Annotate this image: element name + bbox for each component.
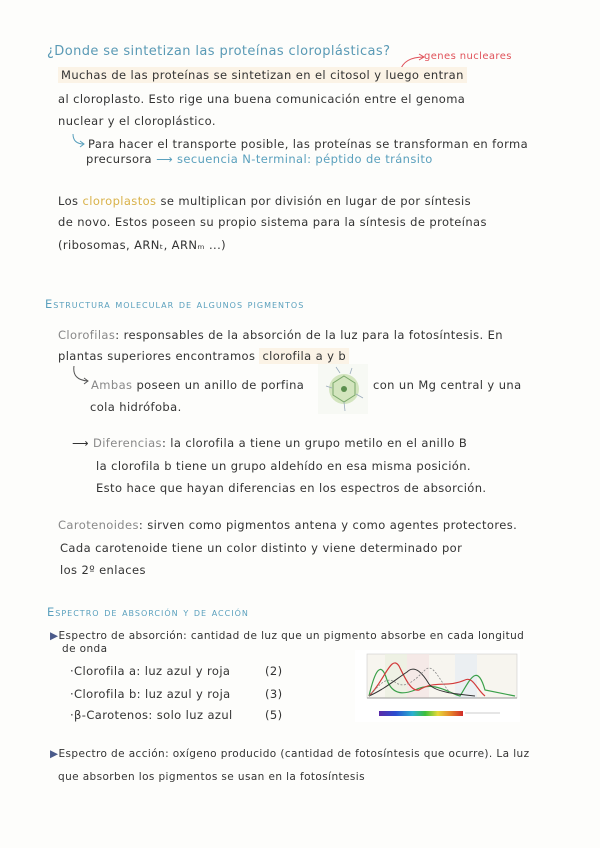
bullet-triangle-icon: ▶ [50,748,59,760]
paragraph-line: Clorofilas: responsables de la absorción de la luz para la fotosíntesis. En [58,328,503,342]
paragraph-line: nuclear y el cloroplástico. [58,114,216,128]
paragraph-line: la clorofila b tiene un grupo aldehído en esa misma posición. [96,459,471,473]
paragraph-line: Esto hace que hayan diferencias en los espectros de absorción. [96,481,487,495]
absorption-spectrum-image [355,650,520,722]
sub-line: precursora ⟶ secuencia N-terminal: péptido de tránsito [86,152,433,166]
paragraph-line: con un Mg central y una [373,378,522,392]
paragraph-line: (ribosomas, ARNₜ, ARNₘ ...) [58,238,227,252]
question-title: ¿Donde se sintetizan las proteínas cloroplásticas? [47,44,391,59]
list-item-number: (2) [265,664,283,678]
paragraph-line: de novo. Estos poseen su propio sistema para la síntesis de proteínas [58,215,487,229]
paragraph-line: ⟶ Diferencias: la clorofila a tiene un grupo metilo en el anillo B [72,436,468,450]
paragraph-line: que absorben los pigmentos se usan en la fotosíntesis [58,771,365,783]
paragraph-line: ▶Espectro de acción: oxígeno producido (cantidad de fotosíntesis que ocurre). La luz [50,748,530,760]
section-heading: Espectro de absorción y de acción [47,605,249,619]
list-item-number: (3) [265,687,283,701]
sub-line: Para hacer el transporte posible, las proteínas se transforman en forma [88,137,529,151]
list-item-number: (5) [265,708,283,722]
annotation-genes: genes nucleares [424,51,512,62]
sub-arrow-icon [70,366,92,388]
paragraph-line: Cada carotenoide tiene un color distinto y viene determinado por [60,541,463,555]
paragraph-line: los 2º enlaces [60,563,146,577]
arrow-icon: ⟶ [72,436,93,450]
list-item: ·β-Carotenos: solo luz azul [70,708,233,722]
paragraph-line: cola hidrófoba. [90,400,182,414]
bullet-triangle-icon: ▶ [50,630,59,642]
paragraph-line: plantas superiores encontramos clorofila a y b [58,349,349,363]
paragraph-line: ▶Espectro de absorción: cantidad de luz que un pigmento absorbe en cada longitud [50,630,525,642]
arrow-icon: ⟶ [156,152,178,166]
list-item: ·Clorofila a: luz azul y roja [70,664,231,678]
paragraph-line: Carotenoides: sirven como pigmentos antena y como agentes protectores. [58,518,518,532]
list-item: ·Clorofila b: luz azul y roja [70,687,231,701]
porphyrin-image [318,364,368,414]
paragraph-line: de onda [62,643,108,655]
paragraph-line: al cloroplasto. Esto rige una buena comunicación entre el genoma [58,92,466,106]
paragraph-line: Los cloroplastos se multiplican por división en lugar de por síntesis [58,194,472,208]
paragraph-line: Ambas poseen un anillo de porfina [91,378,305,392]
sub-arrow-icon [70,134,88,150]
section-heading: Estructura molecular de algunos pigmentos [45,297,305,311]
paragraph-line: Muchas de las proteínas se sintetizan en el citosol y luego entran [58,68,467,82]
